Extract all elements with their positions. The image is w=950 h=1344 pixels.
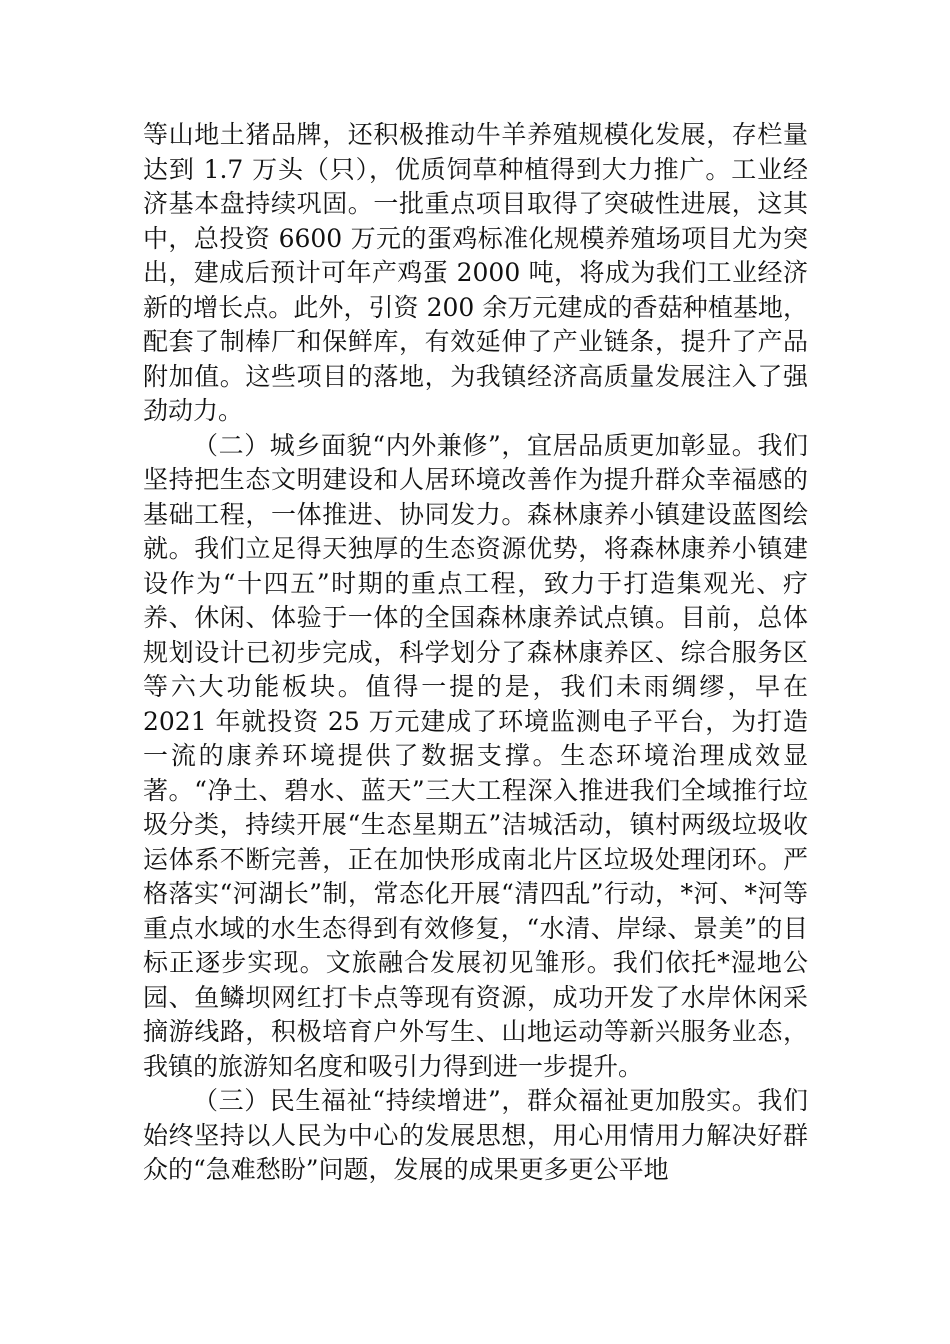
paragraph-livestock-industry: 等山地土猪品牌，还积极推动牛羊养殖规模化发展，存栏量达到 1.7 万头（只），优质饲草种植得到大力推广。工业经济基本盘持续巩固。一批重点项目取得了突破性进展，这其中，总投资 6600 万元的蛋鸡标准化规模养殖场项目尤为突出，建成后预计可年产鸡蛋 2000 吨，将成为我们工业经济新的增长点。此外，引资 200 余万元建成的香菇种植基地，配套了制棒厂和保鲜库，有效延伸了产业链条，提升了产品附加值。这些项目的落地，为我镇经济高质量发展注入了强劲动力。 xyxy=(143,120,808,425)
paragraph-livelihood-welfare: （三）民生福祉“持续增进”，群众福祉更加殷实。我们始终坚持以人民为中心的发展思想，用心用情用力解决好群众的“急难愁盼”问题，发展的成果更多更公平地 xyxy=(143,1086,808,1184)
paragraph-urban-rural-appearance: （二）城乡面貌“内外兼修”，宜居品质更加彰显。我们坚持把生态文明建设和人居环境改善作为提升群众幸福感的基础工程，一体推进、协同发力。森林康养小镇建设蓝图绘就。我们立足得天独厚的生态资源优势，将森林康养小镇建设作为“十四五”时期的重点工程，致力于打造集观光、疗养、休闲、体验于一体的全国森林康养试点镇。目前，总体规划设计已初步完成，科学划分了森林康养区、综合服务区等六大功能板块。值得一提的是，我们未雨绸缪，早在 2021 年就投资 25 万元建成了环境监测电子平台，为打造一流的康养环境提供了数据支撑。生态环境治理成效显著。“净土、碧水、蓝天”三大工程深入推进我们全域推行垃圾分类，持续开展“生态星期五”洁城活动，镇村两级垃圾收运体系不断完善，正在加快形成南北片区垃圾处理闭环。严格落实“河湖长”制，常态化开展“清四乱”行动，*河、*河等重点水域的水生态得到有效修复，“水清、岸绿、景美”的目标正逐步实现。文旅融合发展初见雏形。我们依托*湿地公园、鱼鳞坝网红打卡点等现有资源，成功开发了水岸休闲采摘游线路，积极培育户外写生、山地运动等新兴服务业态，我镇的旅游知名度和吸引力得到进一步提升。 xyxy=(143,430,808,1081)
document-body xyxy=(143,118,808,1188)
